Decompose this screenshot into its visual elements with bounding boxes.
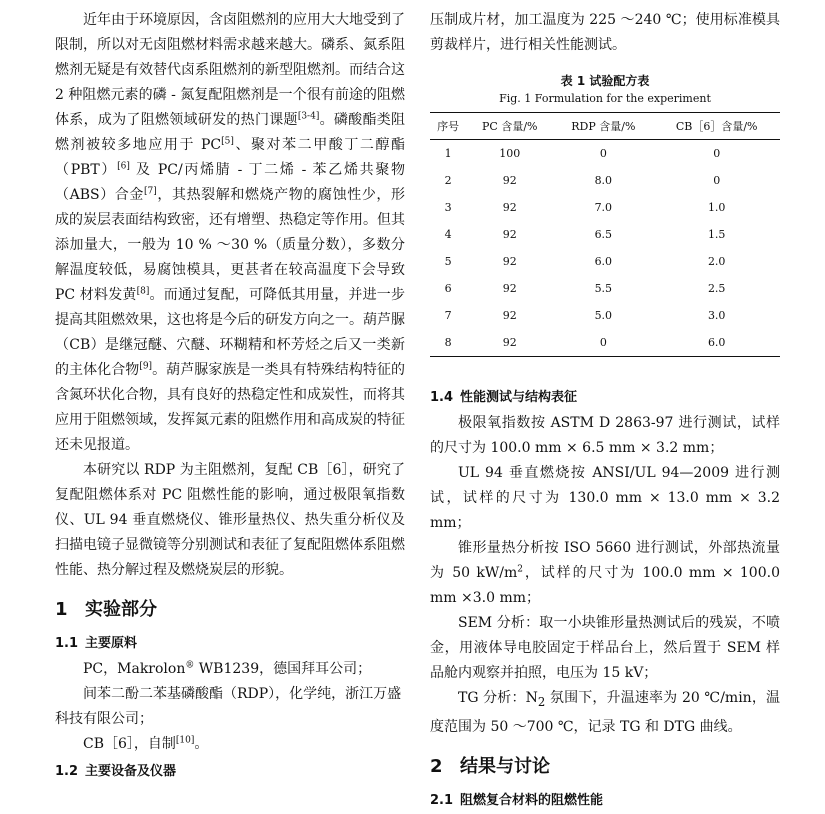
table-cell: 92: [502, 201, 517, 214]
table-cell: 92: [502, 336, 517, 349]
superscript: 2: [517, 564, 523, 575]
text-line: SEM 分析：取一小块锥形量热测试后的残炭，不喷: [458, 615, 780, 631]
table-cell: 5: [444, 255, 452, 268]
table-row: [430, 167, 780, 194]
text-line: 乙烯共聚物（ABS）合金: [55, 162, 406, 203]
material-text: CB［6］，自制: [83, 736, 176, 752]
section-title: 实验部分: [85, 599, 157, 620]
text-line: 。葫芦脲家族是一类: [152, 362, 279, 378]
text-line: 度下会导致 PC 材料发黄: [55, 262, 406, 303]
subsection-number: 1.1: [55, 636, 79, 651]
text-line: 等作用。但其添加量大，一般为 10 % ～30 %（质量分: [55, 212, 405, 253]
text-line: ，其热裂解和燃烧产物的腐: [156, 187, 333, 203]
text-line: 题: [283, 112, 298, 128]
table-cell: 2: [444, 174, 452, 187]
table-row: [430, 302, 780, 329]
text-line: 蚀性少，形成的炭层表面结构致密，还有增塑、热稳定: [55, 187, 406, 228]
study-paragraph: [55, 458, 405, 583]
citation: [9]: [139, 361, 153, 372]
right-column: [430, 8, 780, 814]
text-line: TG 分析：N: [458, 690, 538, 706]
table-cell: 1: [444, 147, 452, 160]
subsection-number: 1.2: [55, 764, 79, 779]
table-row: [430, 140, 780, 168]
text-line: 金，用液体导电胶固定于样品台上，然后置于 SEM 样品: [430, 640, 780, 681]
table-row: [430, 194, 780, 221]
subsection-number: 1.4: [430, 390, 454, 405]
column-header: RDP 含量/%: [571, 120, 636, 133]
table-caption-en: Fig. 1 Formulation for the experiment: [499, 92, 711, 105]
table-cell: 0: [599, 147, 607, 160]
table-cell: 4: [444, 228, 452, 241]
section-title: 结果与讨论: [460, 755, 550, 777]
table-cell: 7.0: [594, 201, 613, 214]
table-cell: 5.0: [594, 309, 613, 322]
table-cell: 2.0: [707, 255, 726, 268]
material-text: PC，Makrolon: [83, 661, 186, 677]
material-text: WB1239，德国拜耳公司；: [194, 661, 372, 677]
text-line: UL 94 垂直燃烧按 ANSI/UL 94—2009 进行测试，: [430, 465, 780, 506]
table-cell: 100: [499, 147, 521, 160]
text-line: 试样的尺寸为 130.0 mm × 13.0 mm × 3.2 mm；: [430, 490, 780, 531]
table-cell: 5.5: [594, 282, 613, 295]
text-line: ，试样的尺寸为 100.0 mm × 100.0 mm ×: [430, 565, 780, 606]
text-line: 苯二甲酸丁二醇酯（PBT）: [55, 137, 406, 178]
text-line: 极限氧指数按 ASTM D 2863-97 进行测试，试样的: [430, 415, 780, 456]
text-line: 氛围下，升温速率为 20 ℃/min，温度: [430, 690, 781, 735]
registered-mark: ®: [185, 660, 195, 671]
table-cell: 7: [444, 309, 452, 322]
table-row: [430, 221, 780, 248]
ul94-test: [430, 461, 780, 536]
section-number: 1: [55, 599, 68, 620]
text-line: 向之一。葫芦脲（CB）是继冠醚、穴醚、环糊精和杯芳: [55, 312, 405, 353]
table-header-row: [430, 113, 780, 140]
loi-test: [430, 411, 780, 461]
subsection-title: 阻燃复合材料的阻燃性能: [460, 792, 604, 808]
tg-analysis: [430, 686, 780, 740]
section-heading-experimental: [55, 597, 405, 623]
text-line: 烃之后又一类新的主体化合物: [55, 337, 406, 378]
text-line: 。而通过复配，可降低其用: [149, 287, 320, 303]
table-cell: 0: [599, 336, 607, 349]
intro-paragraph: [55, 8, 405, 458]
processing-paragraph: [430, 8, 780, 58]
subsection-heading-materials: [55, 633, 405, 655]
text-line: 结合这 2 种阻燃元素的磷 - 氮复配阻燃剂是一个很有: [55, 62, 405, 103]
column-header: CB［6］含量/%: [675, 120, 758, 133]
table-cell: 6: [444, 282, 452, 295]
text-line: 阻燃剂无疑是有效替代卤系阻燃剂的新型阻燃剂。而: [55, 37, 405, 78]
table-cell: 0: [713, 147, 721, 160]
table-row: [430, 329, 780, 357]
text-line: 量，并进一步提高其阻燃效果，这也将是今后的研发方: [55, 287, 406, 328]
text-line: 尺寸为 100.0 mm × 6.5 mm × 3.2 mm；: [444, 440, 724, 456]
table-cell: 92: [502, 174, 517, 187]
sem-analysis: [430, 611, 780, 686]
material-text: 科技有限公司；: [55, 711, 153, 727]
column-header: 序号: [437, 120, 460, 133]
cone-test: [430, 536, 780, 611]
text-line: 仪、UL 94 垂直燃烧仪、锥形量热仪、热失重分析仪及扫: [55, 512, 405, 553]
text-line: 前途的阻燃体系，成为了阻燃领域研发的热门课: [55, 87, 405, 128]
text-line: 限制，所以对无卤阻燃材料需求越来越大。磷系、氮系: [55, 37, 391, 53]
material-text: 。: [194, 736, 209, 752]
subsection-title: 主要原料: [85, 636, 138, 651]
table-cell: 92: [502, 255, 517, 268]
material-cb6: [55, 732, 405, 757]
subsection-title: 性能测试与结构表征: [460, 390, 578, 405]
citation: [5]: [221, 136, 234, 147]
formulation-table: [430, 112, 780, 357]
material-rdp-cont: [55, 707, 405, 732]
table-cell: 2.5: [707, 282, 726, 295]
table-cell: 92: [502, 309, 517, 322]
table-cell: 3.0: [707, 309, 726, 322]
citation: [8]: [136, 286, 150, 297]
text-line: 具有特殊结构特征的含氮环状化合物，具有良好的热: [55, 362, 406, 403]
subscript: 2: [537, 694, 546, 709]
table-cell: 6.0: [707, 336, 726, 349]
subsection-heading-testing: [430, 387, 780, 409]
text-line: 本研究以 RDP 为主阻燃剂，复配 CB［6］，研究了: [83, 462, 405, 478]
text-line: 稳定性和成炭性，而将其应用于阻燃领域，发挥氮元素: [55, 387, 405, 428]
table-cell: 1.0: [707, 201, 726, 214]
text-line: 复配阻燃体系对 PC 阻燃性能的影响，通过极限氧指数: [55, 487, 405, 503]
subsection-number: 2.1: [430, 792, 454, 808]
text-line: 近年由于环境原因，含卤阻燃剂的应用大大地受到了: [83, 12, 405, 28]
table-row: [430, 275, 780, 302]
text-line: 3.0 mm；: [472, 590, 540, 606]
left-column: [55, 8, 405, 785]
table-cell: 6.0: [594, 255, 613, 268]
material-rdp: [55, 682, 405, 707]
subsection-heading-equipment: [55, 761, 405, 783]
material-pc: [55, 657, 405, 682]
citation: [6]: [117, 161, 130, 172]
table-cell: 8: [444, 336, 452, 349]
table-cell: 92: [502, 282, 517, 295]
text-line: 。磷酸酯类阻燃剂被较多地应用于 PC: [55, 112, 406, 153]
table-caption-cn: 表 1 试验配方表: [560, 74, 650, 88]
section-number: 2: [430, 755, 443, 777]
table-cell: 0: [713, 174, 721, 187]
material-text: 间苯二酚二苯基磷酸酯（RDP），化学纯，浙江万盛: [83, 686, 402, 702]
table-cell: 1.5: [707, 228, 726, 241]
citation: [7]: [144, 186, 157, 197]
citation: [10]: [175, 735, 195, 746]
subsection-title: 主要设备及仪器: [85, 764, 177, 779]
text-line: 燃性能、热分解过程及燃烧炭层的形貌。: [55, 537, 405, 578]
text-line: 的阻燃作用和高成炭的特征还未见报道。: [55, 412, 405, 453]
text-line: 及 PC/丙烯腈 - 丁二烯 - 苯: [129, 162, 329, 178]
text-line: 、聚对: [233, 137, 283, 153]
citation: [3-4]: [297, 111, 320, 122]
text-line: 压制成片材，加工温度为 225 ～240 ℃；使用标准模具: [430, 12, 780, 28]
text-line: 范围为 50 ～700 ℃，记录 TG 和 DTG 曲线。: [444, 718, 742, 735]
section-heading-results: [430, 754, 780, 780]
table-cell: 92: [502, 228, 517, 241]
text-line: 锥形量热分析按 ISO 5660 进行测试，外部热流量: [458, 540, 780, 556]
column-header: PC 含量/%: [482, 120, 538, 133]
text-line: 数），多数分解温度较低，易腐蚀模具，更甚者在较高温: [55, 237, 405, 278]
table-cell: 8.0: [594, 174, 613, 187]
text-line: 剪裁样片，进行相关性能测试。: [430, 37, 626, 53]
table-cell: 6.5: [594, 228, 613, 241]
text-line: 为 50 kW/m: [430, 565, 518, 581]
text-line: 描电镜子显微镜等分别测试和表征了复配阻燃体系阻: [69, 537, 391, 553]
text-line: 舱内观察并拍照，电压为 15 kV；: [444, 665, 658, 681]
table-row: [430, 248, 780, 275]
subsection-heading-flame-retardancy: [430, 790, 780, 812]
table-cell: 3: [444, 201, 452, 214]
